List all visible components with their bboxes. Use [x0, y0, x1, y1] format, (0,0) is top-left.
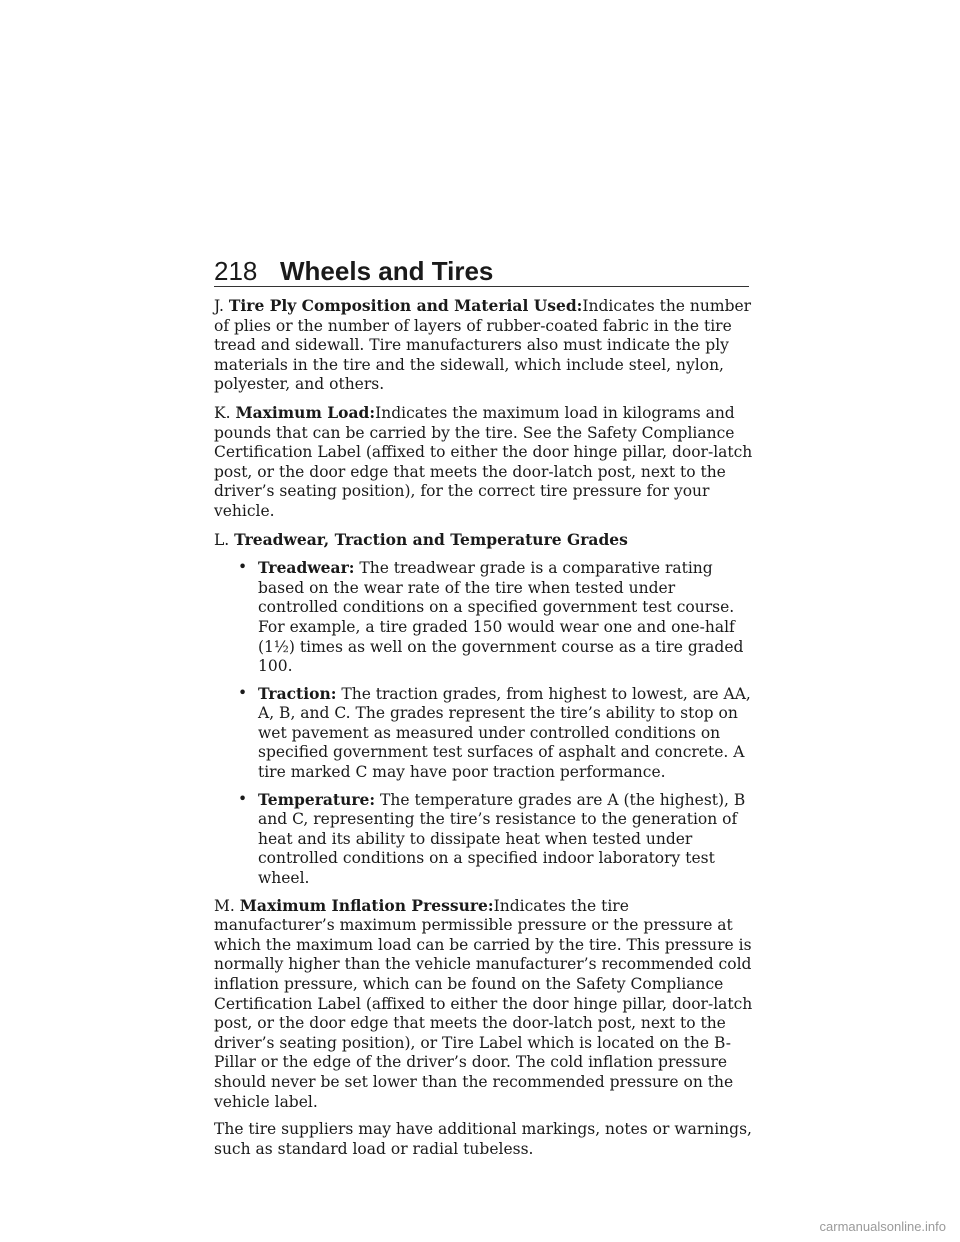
- item-k-term: Maximum Load:: [235, 402, 376, 422]
- item-j-term: Tire Ply Composition and Material Used:: [228, 296, 583, 315]
- header-rule: [214, 286, 749, 287]
- item-j-letter: J.: [214, 297, 224, 315]
- item-m-letter: M.: [214, 896, 235, 915]
- item-m-term: Maximum Inflation Pressure:: [239, 895, 494, 915]
- item-k-letter: K.: [214, 403, 231, 422]
- bullet-traction-term: Traction:: [258, 683, 337, 703]
- item-j: [214, 296, 754, 395]
- bullet-treadwear: [214, 558, 754, 677]
- item-m: [214, 896, 754, 1113]
- bullet-dot: •: [238, 789, 248, 808]
- bullet-traction-text: The traction grades, from highest to lowest, are AA, A, B, and C. The grades represent the tire’s ability to stop on wet pavement as measured under controlled conditions on specified government test surfaces of asphalt and concrete. A tire marked C may have poor traction performance.: [258, 684, 751, 782]
- page-content: [214, 296, 754, 1167]
- item-j-text: Indicates the number of plies or the number of layers of rubber-coated fabric in the tire tread and sidewall. Tire manufacturers also must indicate the ply materials in the tire and the sidewall, which include steel, nylon, polyester, and others.: [214, 297, 752, 394]
- bullet-traction: [214, 684, 754, 783]
- bullet-treadwear-text: The treadwear grade is a comparative rating based on the wear rate of the tire when tested under controlled conditions on a specified government test course. For example, a tire graded 150 would wear one and one-half (1½) times as well on the government course as a tire graded 100.: [258, 559, 744, 676]
- item-m-text: Indicates the tire manufacturer’s maximum permissible pressure or the pressure at which the maximum load can be carried by the tire. This pressure is normally higher than the vehicle manufacturer’s recommended cold inflation pressure, which can be found on the Safety Compliance Certification Label (affixed to either the door hinge pillar, door-latch post, or the door edge that meets the door-latch post, next to the driver’s seating position), or Tire Label which is located on the B-Pillar or the edge of the driver’s door. The cold inflation pressure should never be set lower than the recommended pressure on the vehicle label.: [214, 896, 753, 1111]
- section-title: Wheels and Tires: [280, 256, 494, 286]
- bullet-dot: •: [238, 558, 248, 577]
- bullet-temperature-text: The temperature grades are A (the highest), B and C, representing the tire’s resistance to the generation of heat and its ability to dissipate heat when tested under controlled conditions on a specified indoor laboratory test wheel.: [258, 790, 746, 888]
- bullet-dot: •: [238, 683, 248, 702]
- item-k-text: Indicates the maximum load in kilograms and pounds that can be carried by the tire. See the Safety Compliance Certification Label (affixed to either the door hinge pillar, door-latch post, or the door edge that meets the door-latch post, next to the driver’s seating position), for the correct tire pressure for your vehicle.: [214, 403, 753, 520]
- bullet-temperature-term: Temperature:: [258, 789, 376, 809]
- item-l-term: Treadwear, Traction and Temperature Grades: [234, 529, 628, 549]
- page-number: 218: [214, 256, 258, 286]
- item-k: [214, 403, 754, 522]
- item-l: [214, 530, 754, 551]
- footer-watermark[interactable]: carmanualsonline.info: [819, 1219, 946, 1234]
- bullet-temperature: [214, 790, 754, 889]
- item-l-letter: L.: [214, 530, 230, 549]
- closing-paragraph: The tire suppliers may have additional markings, notes or warnings, such as standard load or radial tubeless.: [214, 1120, 752, 1158]
- bullet-treadwear-term: Treadwear:: [258, 558, 355, 578]
